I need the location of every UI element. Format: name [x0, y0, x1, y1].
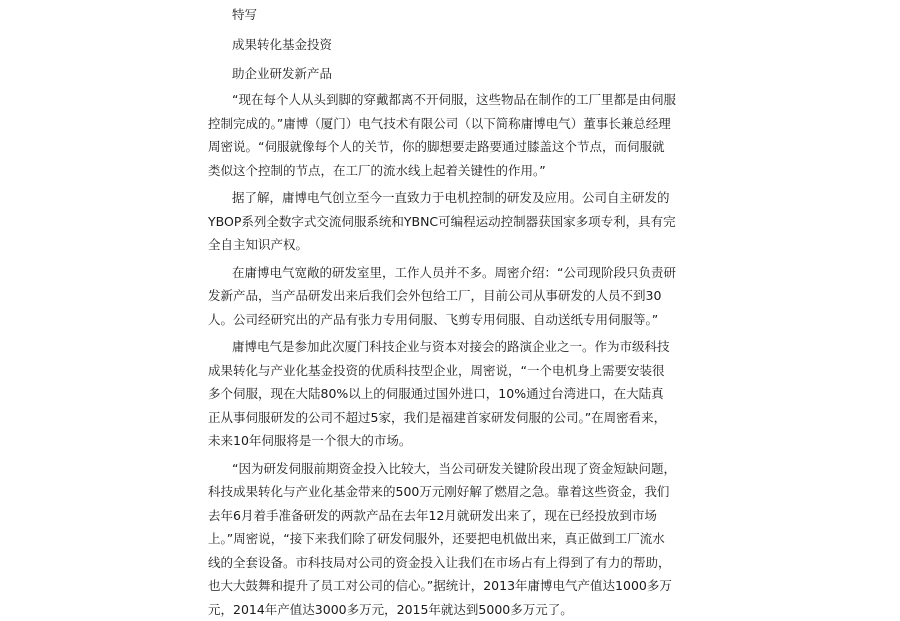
- article-body: [208, 0, 676, 621]
- paragraph-rd-office: 在庸博电气宽敞的研发室里，工作人员并不多。周密介绍：“公司现阶段只负责研发新产品，当产品研发出来后我们会外包给工厂，目前公司从事研发的人员不到30人。公司经研究出的产品有张力专用伺服、飞剪专用伺服、自动送纸专用伺服等。”: [208, 261, 676, 332]
- paragraph-company-background: 据了解，庸博电气创立至今一直致力于电机控制的研发及应用。公司自主研发的YBOP系列全数字式交流伺服系统和YBNC可编程运动控制器获国家多项专利，具有完全自主知识产权。: [208, 186, 676, 257]
- paragraph-quote-intro: “现在每个人从头到脚的穿戴都离不开伺服，这些物品在制作的工厂里都是由伺服控制完成的。”庸博（厦门）电气技术有限公司（以下简称庸博电气）董事长兼总经理周密说。“伺服就像每个人的关节，你的脚想要走路要通过膝盖这个节点，而伺服就类似这个控制的节点，在工厂的流水线上起着关键性的作用。”: [208, 88, 676, 182]
- paragraph-funding: “因为研发伺服前期资金投入比较大，当公司研发关键阶段出现了资金短缺问题，科技成果转化与产业化基金带来的500万元刚好解了燃眉之急。靠着这些资金，我们去年6月着手准备研发的两款产品在去年12月就研发出来了，现在已经投放到市场上。”周密说，“接下来我们除了研发伺服外，还要把电机做出来，真正做到工厂流水线的全套设备。市科技局对公司的资金投入让我们在市场占有上得到了有力的帮助，也大大鼓舞和提升了员工对公司的信心。”据统计，2013年庸博电气产值达1000多万元，2014年产值达3000多万元，2015年就达到5000多万元了。: [208, 457, 676, 621]
- article-title: 成果转化基金投资: [208, 30, 676, 60]
- article-subtitle: 助企业研发新产品: [208, 60, 676, 88]
- article-tag: 特写: [208, 0, 676, 30]
- paragraph-roadshow: 庸博电气是参加此次厦门科技企业与资本对接会的路演企业之一。作为市级科技成果转化与产业化基金投资的优质科技型企业，周密说，“一个电机身上需要安装很多个伺服，现在大陆80%以上的伺服通过国外进口，10%通过台湾进口，在大陆真正从事伺服研发的公司不超过5家，我们是福建首家研发伺服的公司。”在周密看来，未来10年伺服将是一个很大的市场。: [208, 335, 676, 453]
